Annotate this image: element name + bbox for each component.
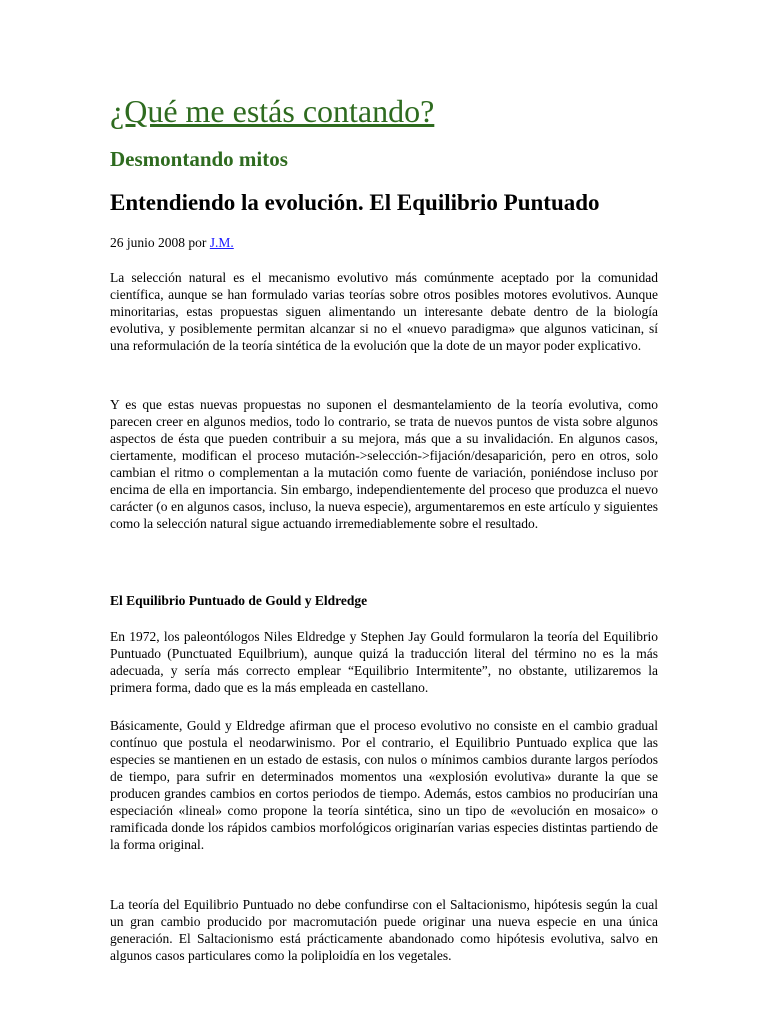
paragraph-second	[110, 396, 658, 532]
post-date: 26 junio 2008	[110, 235, 186, 250]
blog-tagline: Desmontando mitos	[110, 147, 288, 171]
author-link[interactable]: J.M.	[209, 235, 234, 250]
section-paragraph-2	[110, 717, 658, 853]
paragraph-intro	[110, 269, 658, 354]
post-title: Entendiendo la evolución. El Equilibrio Puntuado	[110, 190, 600, 215]
paragraph: Y es que estas nuevas propuestas no suponen el desmantelamiento de la teoría evolutiva, como parecen creer en algunos medios, todo lo contrario, se trata de nuevos puntos de vista sobre algunos aspectos de ésta que pueden contribuir a su mejora, más que a su invalidación. En algunos casos, ciertamente, modifican el proceso mutación->selección->fijación/desaparición, pero en otros, solo cambian el ritmo o complementan a la mutación como fuente de variación, poniéndose incluso por encima de ella en importancia. Sin embargo, independientemente del proceso que produzca el nuevo carácter (o en algunos casos, incluso, la nueva especie), argumentaremos en este artículo y siguientes como la selección natural sigue actuando irremediablemente sobre el resultado.	[110, 397, 658, 531]
paragraph: La selección natural es el mecanismo evolutivo más comúnmente aceptado por la comunidad científica, aunque se han formulado varias teorías sobre otros posibles motores evolutivos. Aunque minoritarias, estas propuestas siguen alimentando un interesante debate dentro de la biología evolutiva, y posiblemente permitan alcanzar si no el «nuevo paradigma» que algunos vaticinan, sí una reformulación de la teoría sintética de la evolución que la dote de un mayor poder explicativo.	[110, 270, 658, 353]
paragraph: Básicamente, Gould y Eldredge afirman que el proceso evolutivo no consiste en el cambio gradual contínuo que postula el neodarwinismo. Por el contrario, el Equilibrio Puntuado explica que las especies se mantienen en un estado de estasis, con nulos o mínimos cambios durante largos períodos de tiempo, para sufrir en determinados momentos una «explosión evolutiva» durante la que se producen grandes cambios en cortos periodos de tiempo. Además, estos cambios no producirían una especiación «lineal» como propone la teoría sintética, sino un tipo de «evolución en mosaico» o ramificada donde los rápidos cambios morfológicos originarían varias especies distintas partiendo de la forma original.	[110, 718, 658, 852]
section-heading: El Equilibrio Puntuado de Gould y Eldredge	[110, 593, 368, 608]
paragraph: En 1972, los paleontólogos Niles Eldredge y Stephen Jay Gould formularon la teoría del Equilibrio Puntuado (Punctuated Equilbrium), aunque quizá la traducción literal del término no es la más adecuada, y sería más correcto emplear “Equilibrio Intermitente”, no obstante, utilizaremos la primera forma, dado que es la más empleada en castellano.	[110, 629, 658, 695]
blog-title-link[interactable]: ¿Qué me estás contando?	[110, 93, 435, 129]
section-paragraph-3	[110, 896, 658, 964]
post-meta	[110, 234, 234, 251]
blog-title	[110, 92, 434, 130]
section-paragraph-1	[110, 628, 658, 696]
post-by-label: por	[185, 235, 210, 250]
paragraph: La teoría del Equilibrio Puntuado no debe confundirse con el Saltacionismo, hipótesis según la cual un gran cambio producido por macromutación puede originar una nueva especie en una única generación. El Saltacionismo está prácticamente abandonado como hipótesis evolutiva, salvo en algunos casos particulares como la poliploidía en los vegetales.	[110, 897, 658, 963]
